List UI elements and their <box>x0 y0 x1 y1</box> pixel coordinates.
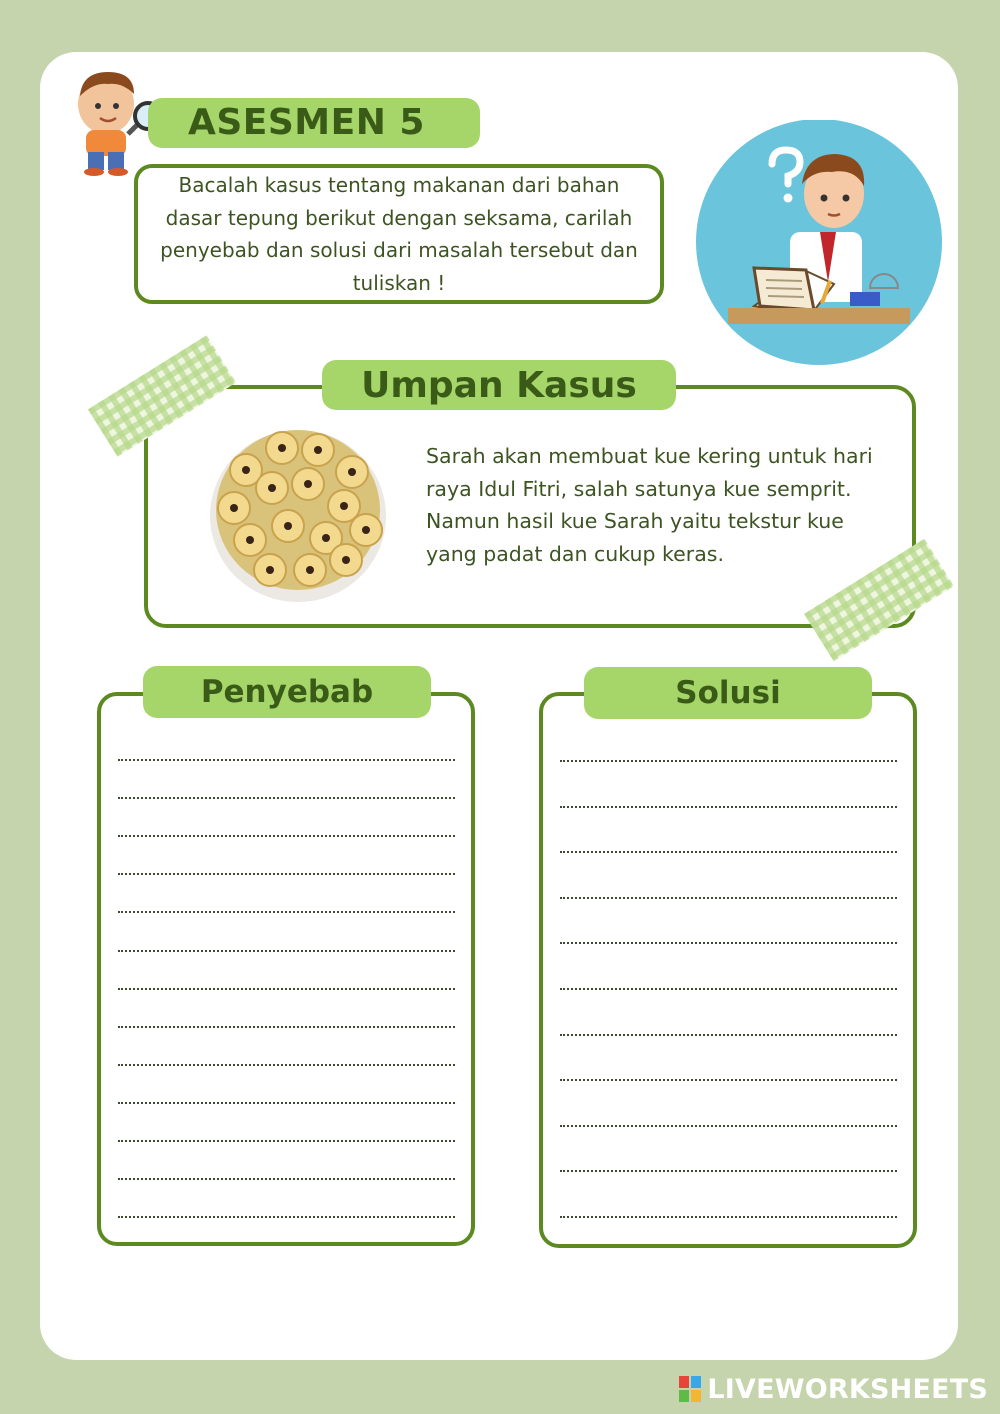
cause-title-pill <box>143 666 431 718</box>
solution-writing-line[interactable] <box>560 1125 897 1127</box>
cookie-photo <box>206 420 390 604</box>
cause-writing-line[interactable] <box>118 988 455 990</box>
solution-answer-box[interactable] <box>539 692 917 1248</box>
cause-writing-line[interactable] <box>118 1064 455 1066</box>
brand-footer <box>679 1374 988 1404</box>
solution-writing-line[interactable] <box>560 897 897 899</box>
solution-title-pill <box>584 667 872 719</box>
solution-writing-line[interactable] <box>560 1034 897 1036</box>
cause-writing-line[interactable] <box>118 835 455 837</box>
cause-answer-box[interactable] <box>97 692 475 1246</box>
instruction-box <box>134 164 664 304</box>
solution-writing-line[interactable] <box>560 988 897 990</box>
student-thinking-icon <box>694 120 944 370</box>
solution-title: Solusi <box>675 675 781 711</box>
solution-writing-line[interactable] <box>560 1170 897 1172</box>
liveworksheets-logo-icon <box>679 1376 701 1402</box>
brand-name: LIVEWORKSHEETS <box>707 1373 988 1405</box>
cause-writing-line[interactable] <box>118 1102 455 1104</box>
cause-writing-line[interactable] <box>118 797 455 799</box>
solution-writing-line[interactable] <box>560 806 897 808</box>
case-title: Umpan Kasus <box>361 364 637 406</box>
cause-writing-line[interactable] <box>118 1178 455 1180</box>
page-title: ASESMEN 5 <box>188 102 425 143</box>
instruction-text: Bacalah kasus tentang makanan dari bahan dasar tepung berikut dengan seksama, carilah penyebab dan solusi dari masalah tersebut dan tuliskan ! <box>160 173 638 295</box>
solution-writing-line[interactable] <box>560 760 897 762</box>
case-title-pill <box>322 360 676 410</box>
cause-writing-line[interactable] <box>118 1026 455 1028</box>
cause-writing-line[interactable] <box>118 1216 455 1218</box>
cause-title: Penyebab <box>200 674 374 710</box>
cause-writing-line[interactable] <box>118 1140 455 1142</box>
solution-writing-line[interactable] <box>560 851 897 853</box>
cause-writing-line[interactable] <box>118 911 455 913</box>
solution-writing-line[interactable] <box>560 1079 897 1081</box>
solution-writing-line[interactable] <box>560 1216 897 1218</box>
solution-writing-line[interactable] <box>560 942 897 944</box>
cause-writing-line[interactable] <box>118 759 455 761</box>
cause-writing-line[interactable] <box>118 873 455 875</box>
cause-writing-line[interactable] <box>118 950 455 952</box>
case-description: Sarah akan membuat kue kering untuk hari raya Idul Fitri, salah satunya kue semprit. Namun hasil kue Sarah yaitu tekstur kue yang padat dan cukup keras. <box>426 444 873 566</box>
